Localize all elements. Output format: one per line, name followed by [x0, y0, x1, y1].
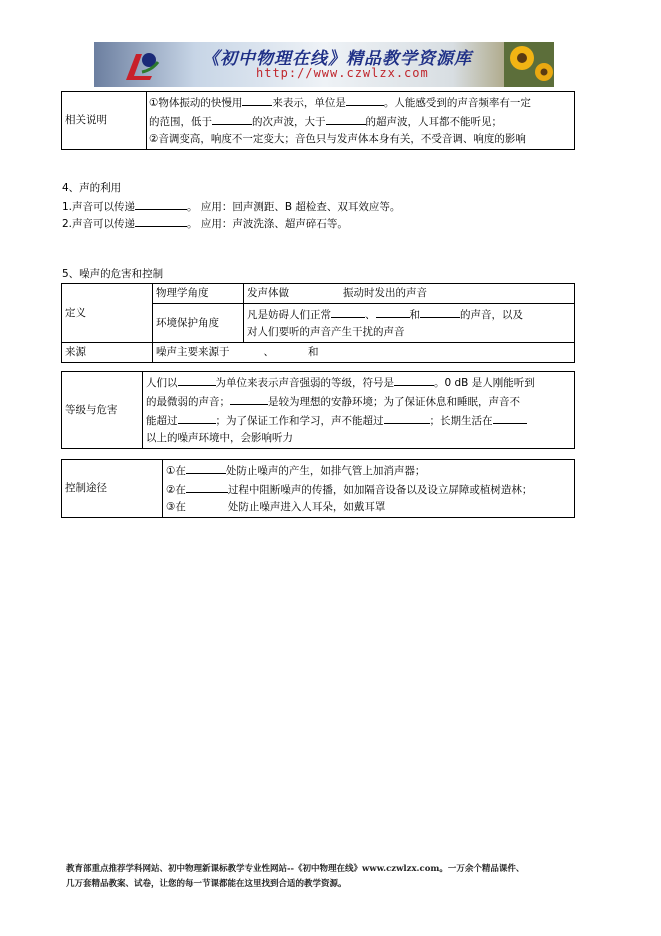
source-text: 噪声主要来源于 、 和 [153, 343, 575, 363]
banner-title: 《初中物理在线》精品教学资源库 [202, 49, 472, 69]
noise-definition-table [61, 283, 575, 363]
related-line-1: ①物体振动的快慢用 来表示，单位是 。人能感受到的声音频率有一定 [149, 93, 571, 112]
related-notes-table [61, 91, 575, 150]
env-angle-text: 凡是妨碍人们正常 、 和 的声音，以及 对人们要听的声音产生干扰的声音 [244, 304, 575, 343]
section4-item-1: 1.声音可以传递 。 应用：回声测距、B 超检查、双耳效应等。 [62, 197, 400, 215]
page-footer [66, 862, 606, 892]
footer-line-1: 教育部重点推荐学科网站、初中物理新课标教学专业性网站--《初中物理在线》www.czwlzx.com。一万余个精品课件、 [66, 864, 525, 874]
header-banner [94, 42, 554, 87]
control-content: ①在 处防止噪声的产生，如排气管上加消声器； ②在 过程中阻断噪声的传播，如加隔音设备以及设立屏障或植树造林； ③在 处防止噪声进入人耳朵，如戴耳罩 [163, 460, 575, 518]
physics-angle-label: 物理学角度 [153, 284, 244, 304]
section4-item-2: 2.声音可以传递 。 应用：声波洗涤、超声碎石等。 [62, 214, 348, 232]
control-label: 控制途径 [62, 460, 163, 518]
related-content [147, 92, 575, 150]
section5-heading: 5、噪声的危害和控制 [62, 268, 164, 280]
banner-url[interactable]: http://www.czwlzx.com [256, 66, 429, 80]
related-label: 相关说明 [62, 92, 147, 150]
source-label: 来源 [62, 343, 153, 363]
env-angle-label: 环境保护角度 [153, 304, 244, 343]
section4-heading: 4、声的利用 [62, 182, 122, 194]
site-logo-icon [122, 46, 162, 84]
noise-control-table [61, 459, 575, 518]
related-line-3: ②音调变高，响度不一定变大；音色只与发声体本身有关，不受音调、响度的影响 [149, 133, 526, 145]
level-label: 等级与危害 [62, 372, 143, 449]
definition-label: 定义 [62, 284, 153, 343]
footer-line-2: 几万套精品教案、试卷，让您的每一节课都能在这里找到合适的教学资源。 [66, 879, 347, 889]
sunflower-icon [504, 42, 554, 87]
level-content: 人们以 为单位来表示声音强弱的等级，符号是 。0 dB 是人刚能听到 的最微弱的声音； 是较为理想的安静环境；为了保证休息和睡眠，声音不 能超过 ；为了保证工作和学习，声不能超过 ；长期生活在 以上的噪声环境中，会影响听力 [143, 372, 575, 449]
related-line-2: 的范围，低于 的次声波，大于 的超声波，人耳都不能听见； [149, 112, 571, 131]
physics-angle-text: 发声体做 振动时发出的声音 [244, 284, 575, 304]
noise-level-table [61, 371, 575, 449]
